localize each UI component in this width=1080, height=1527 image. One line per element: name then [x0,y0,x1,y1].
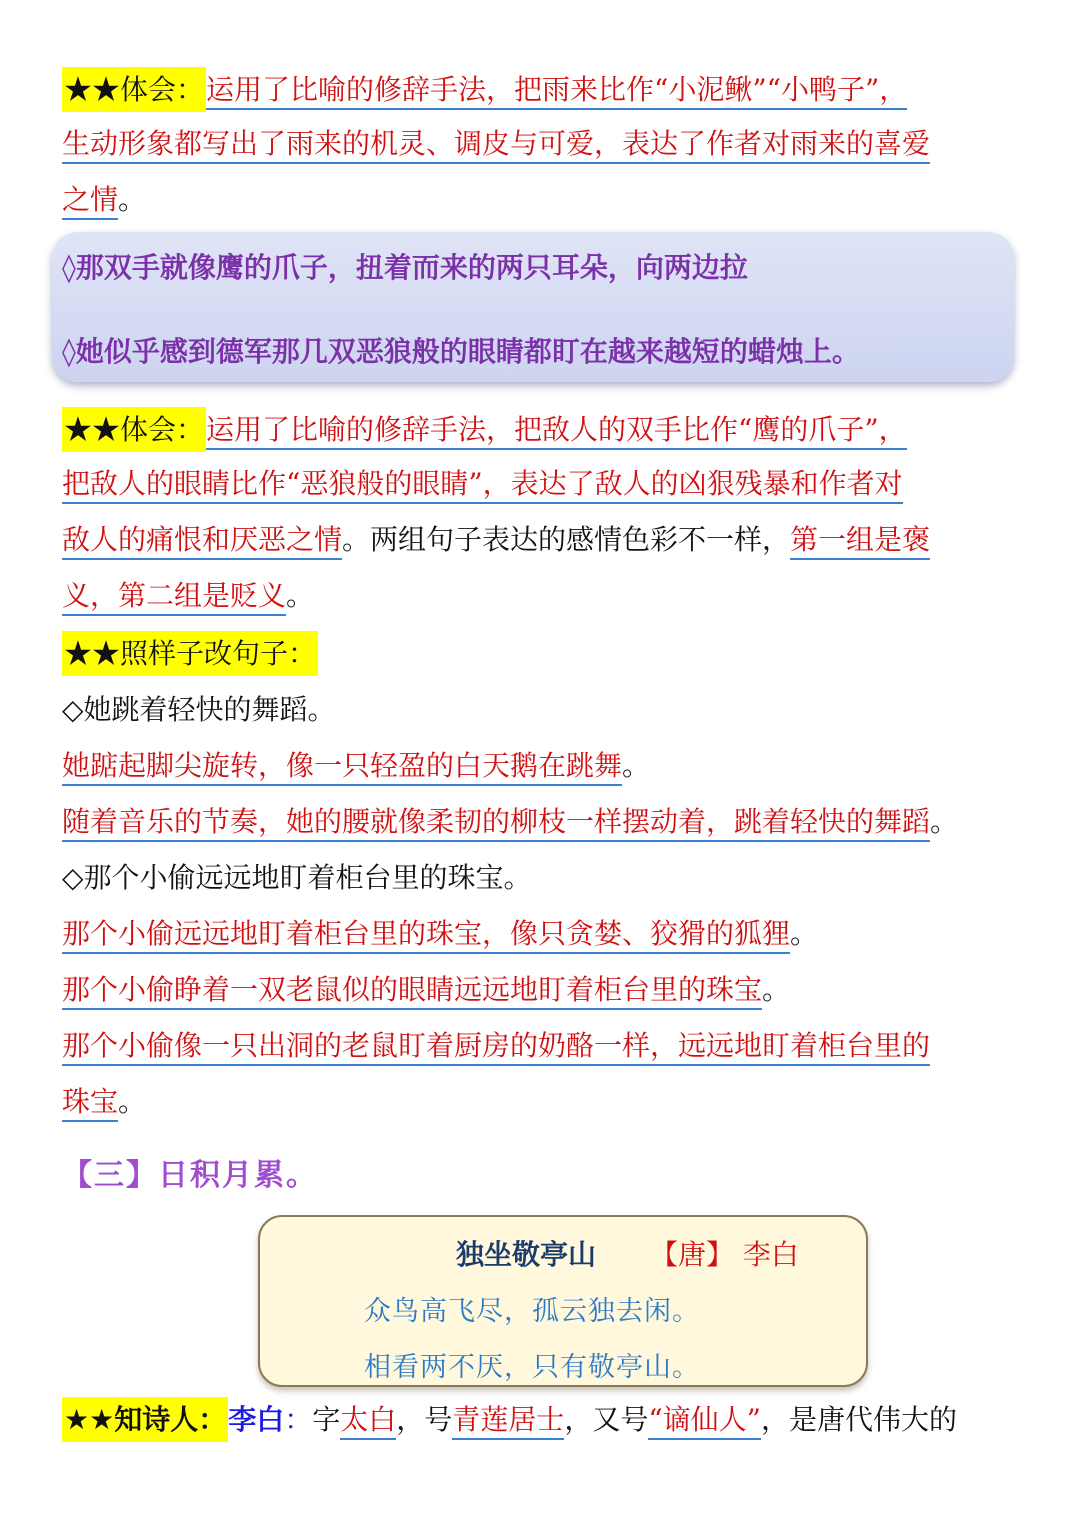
block1-line1 [62,62,1018,118]
poem-box [258,1215,868,1387]
block3-answer1b-line [62,794,1018,850]
block2-text4b: 。 [286,579,315,612]
block3-answer1a-period: 。 [622,749,651,782]
poem-line-1: 众鸟高飞尽，孤云独去闲。 [364,1296,700,1327]
block4-t4: ，是唐代伟大的 [760,1403,957,1436]
block2-line1 [62,402,1018,458]
block2-line4 [62,568,1018,624]
block3-answer2c-line [62,1018,1018,1074]
block3-answer2c-cont-line [62,1074,1018,1130]
block3-answer1b: 随着音乐的节奏，她的腰就像柔韧的柳枝一样摆动着，跳着轻快的舞蹈 [62,805,930,842]
block4-t2: ，号 [396,1403,453,1436]
block2-text3c: 第一组是褒 [790,523,930,560]
block2-text4a: 义，第二组是贬义 [62,579,286,616]
block2-line2 [62,456,1018,512]
poem-author: 【唐】 李白 [650,1238,799,1271]
poet-colon: ： [284,1403,313,1436]
block1-text2: 生动形象都写出了雨来的机灵、调皮与可爱，表达了作者对雨来的喜爱 [62,127,930,164]
block3-label-line [62,626,1018,682]
block1-label: ★★体会： [62,67,206,112]
block2-label: ★★体会： [62,407,206,452]
block2-text3a: 敌人的痛恨和厌恶之情 [62,523,342,560]
quote-box [52,232,1014,382]
block2-text2: 把敌人的眼睛比作“恶狼般的眼睛”，表达了敌人的凶狠残暴和作者对 [62,467,903,504]
quote-line-1: ◊那双手就像鹰的爪子，扭着而来的两只耳朵，向两边拉 [62,251,748,284]
block4-t1: 字 [312,1403,341,1436]
block3-answer2c-cont: 珠宝 [62,1085,118,1122]
section-title: 【三】日积月累。 [62,1158,318,1193]
poem-title: 独坐敬亭山 [456,1238,597,1271]
block3-label: ★★照样子改句子： [62,631,318,676]
block3-answer2c-period: 。 [118,1085,147,1118]
block1-text1: 运用了比喻的修辞手法，把雨来比作“小泥鳅”“小鸭子”， [206,73,907,110]
block1-line2 [62,116,1018,172]
block3-answer1b-period: 。 [930,805,959,838]
quote-line-2: ◊她似乎感到德军那几双恶狼般的眼睛都盯在越来越短的蜡烛上。 [62,335,860,368]
block4-line1 [62,1392,1018,1448]
block3-answer1a-line [62,738,1018,794]
poet-courtesy-name: 太白 [340,1403,396,1440]
block3-answer2b-line [62,962,1018,1018]
poet-art-name: 青莲居士 [452,1403,564,1440]
block1-line3 [62,172,1018,228]
block3-answer2a: 那个小偷远远地盯着柜台里的珠宝，像只贪婪、狡猾的狐狸 [62,917,790,954]
block3-answer2c: 那个小偷像一只出洞的老鼠盯着厨房的奶酪一样，远远地盯着柜台里的 [62,1029,930,1066]
block3-answer1a: 她踮起脚尖旋转，像一只轻盈的白天鹅在跳舞 [62,749,622,786]
block2-text3b: 。两组句子表达的感情色彩不一样， [342,523,791,556]
poet-name: 李白 [228,1403,285,1436]
block3-answer2a-line [62,906,1018,962]
block3-answer2b: 那个小偷睁着一双老鼠似的眼睛远远地盯着柜台里的珠宝 [62,973,762,1010]
block4-label: ★★知诗人： [62,1397,228,1442]
block3-answer2a-period: 。 [790,917,819,950]
block2-text1: 运用了比喻的修辞手法，把敌人的双手比作“鹰的爪子”， [206,413,907,450]
poem-line-2: 相看两不厌，只有敬亭山。 [364,1352,700,1383]
block3-sentence2: ◇那个小偷远远地盯着柜台里的珠宝。 [62,861,532,894]
block3-sentence1: ◇她跳着轻快的舞蹈。 [62,693,336,726]
block1-period: 。 [118,183,147,216]
poet-nickname: “谪仙人” [648,1403,761,1440]
block1-text3: 之情 [62,183,118,220]
block2-line3 [62,512,1018,568]
block4-t3: ，又号 [564,1403,649,1436]
block3-answer2b-period: 。 [762,973,791,1006]
